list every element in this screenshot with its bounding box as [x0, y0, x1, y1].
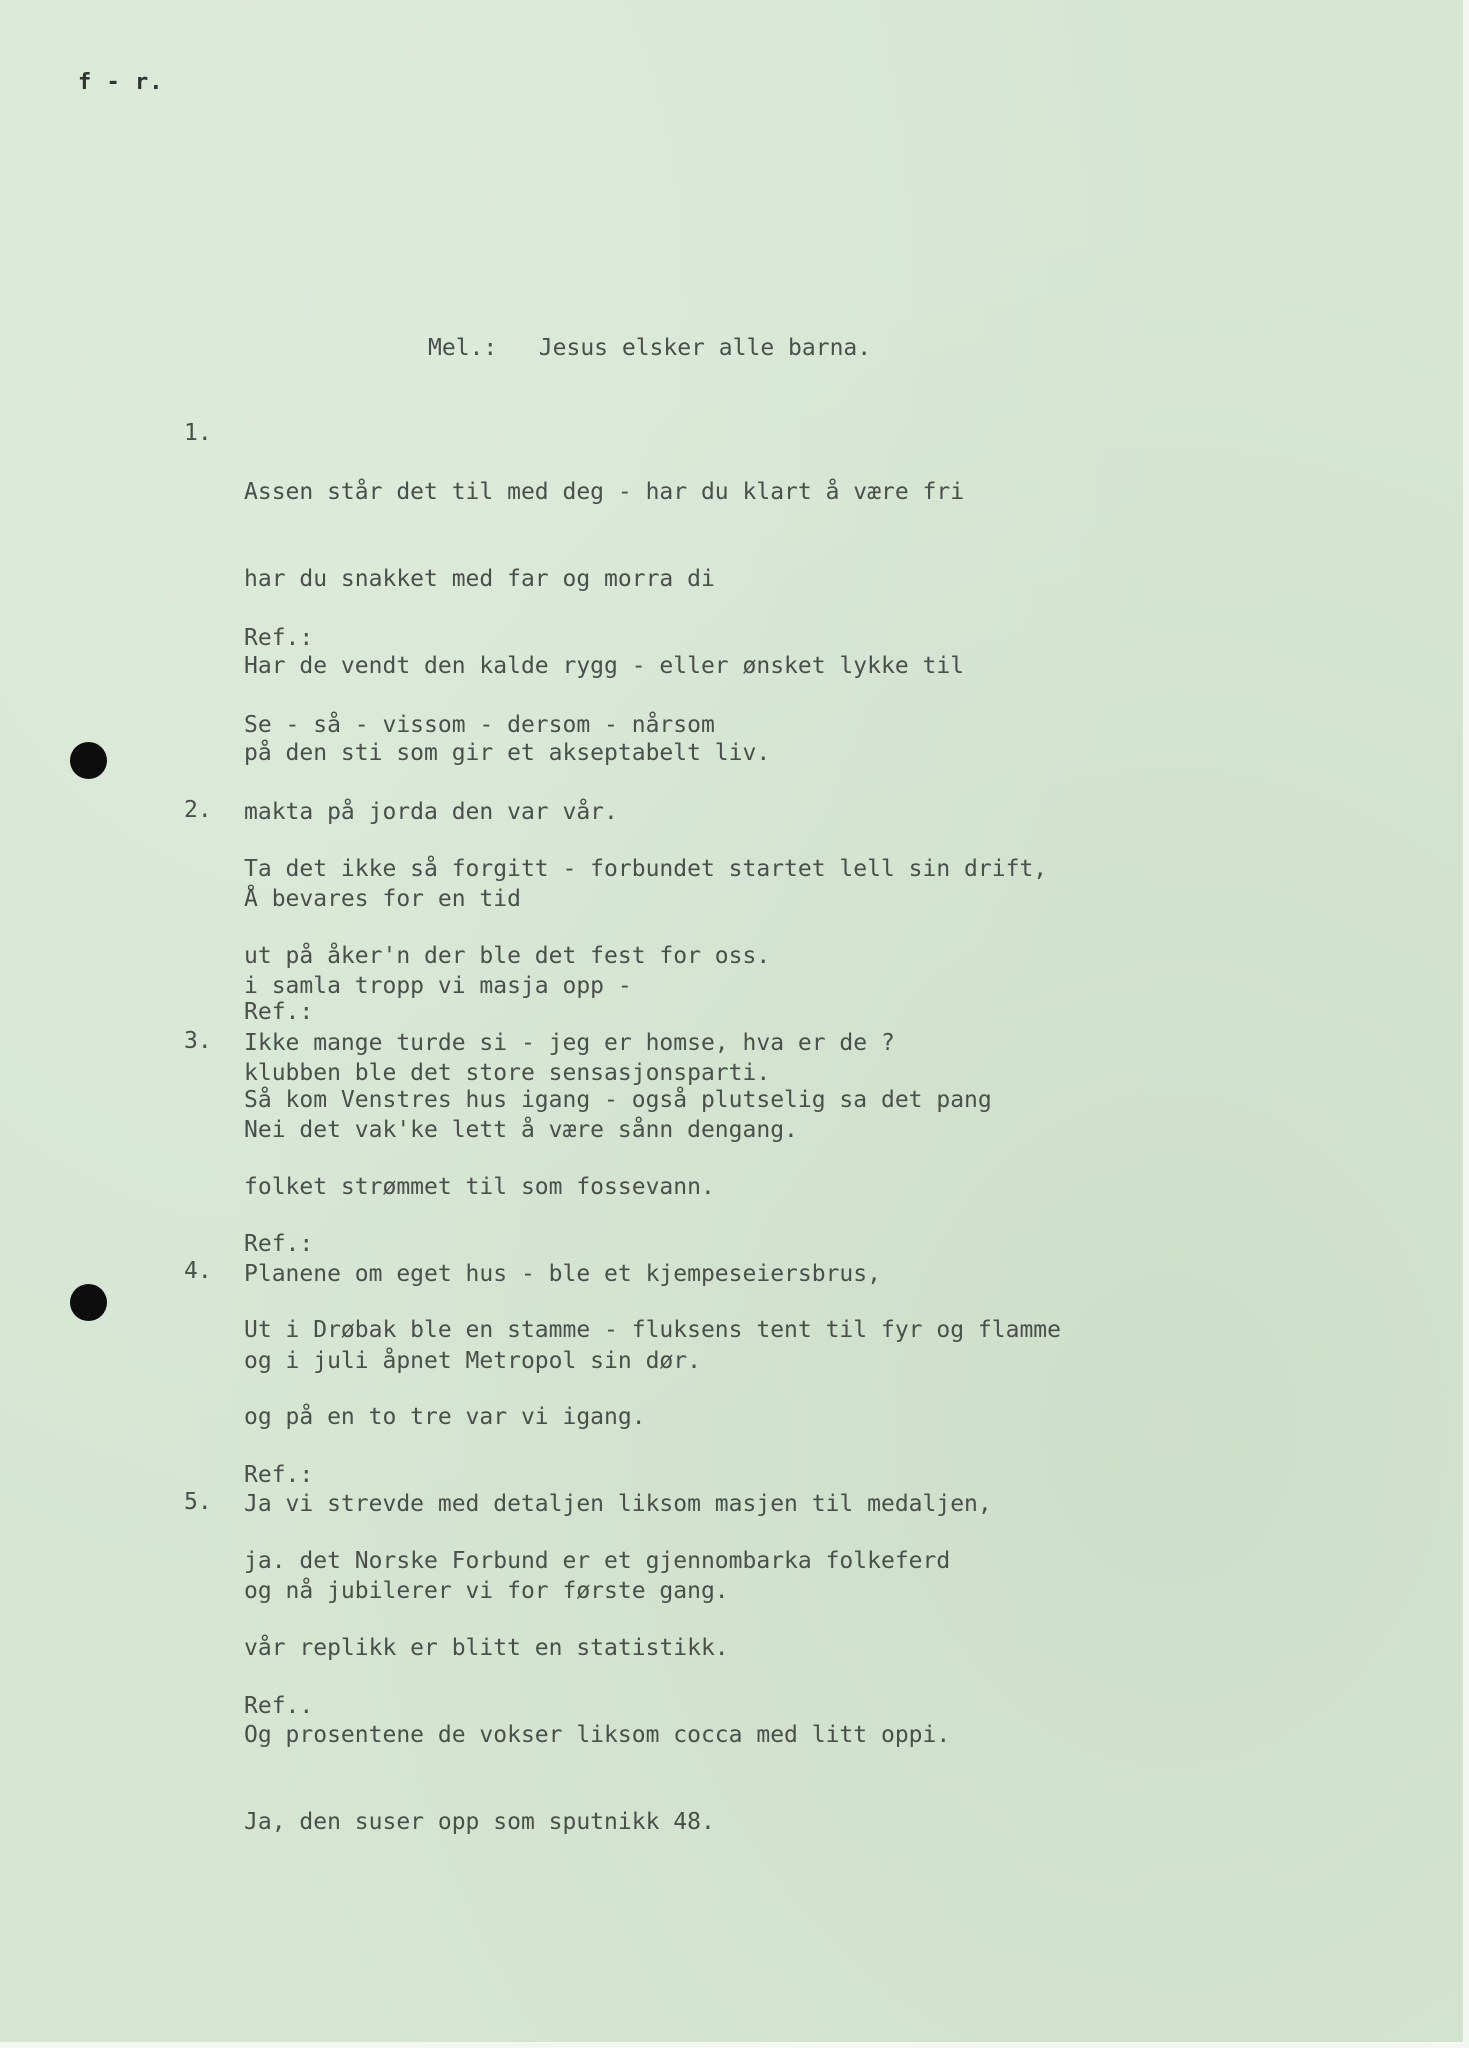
verse-line: og på en to tre var vi igang. — [244, 1404, 646, 1430]
verse-line: og i juli åpnet Metropol sin dør. — [244, 1348, 701, 1374]
refrain-label: Ref.: — [244, 999, 314, 1025]
verse-line: folket strømmet til som fossevann. — [244, 1174, 715, 1200]
verse-line: ut på åker'n der ble det fest for oss. — [244, 943, 771, 969]
refrain-label: Ref.: — [244, 625, 314, 651]
verse-line: Assen står det til med deg - har du klart å være fri — [244, 479, 965, 505]
verse-line: Har de vendt den kalde rygg - eller ønsket lykke til — [244, 653, 965, 679]
verse-line: på den sti som gir et akseptabelt liv. — [244, 740, 771, 766]
melody-line: Mel.: Jesus elsker alle barna. — [428, 335, 872, 361]
refrain-label: Ref.: — [244, 1462, 314, 1488]
refrain-line: makta på jorda den var vår. — [244, 799, 618, 825]
verse-line: Ikke mange turde si - jeg er homse, hva er de ? — [244, 1030, 895, 1056]
refrain-line: klubben ble det store sensasjonsparti. — [244, 1060, 771, 1086]
refrain-label: Ref.: — [244, 1231, 314, 1257]
verse-line: ja. det Norske Forbund er et gjennombarka folkeferd — [244, 1548, 951, 1574]
corner-mark: f - r. — [78, 70, 164, 95]
punch-hole — [70, 1284, 107, 1321]
verse-line: Så kom Venstres hus igang - også plutselig sa det pang — [244, 1087, 992, 1113]
verse-number: 3. — [184, 1028, 212, 1054]
verse-line: Ut i Drøbak ble en stamme - fluksens tent til fyr og flamme — [244, 1317, 1061, 1343]
verse-line: Nei det vak'ke lett å være sånn dengang. — [244, 1117, 798, 1143]
verse-number: 1. — [184, 420, 212, 446]
verse-line: Ta det ikke så forgitt - forbundet startet lell sin drift, — [244, 856, 1048, 882]
verse-number: 4. — [184, 1258, 212, 1284]
verse-line: Og prosentene de vokser liksom cocca med litt oppi. — [244, 1722, 951, 1748]
verse-line: og nå jubilerer vi for første gang. — [244, 1578, 729, 1604]
verse-number: 2. — [184, 797, 212, 823]
refrain-line: Å bevares for en tid — [244, 886, 521, 912]
verse-line: Ja vi strevde med detaljen liksom masjen til medaljen, — [244, 1491, 992, 1517]
verse-line: Planene om eget hus - ble et kjempeseiersbrus, — [244, 1261, 881, 1287]
refrain-line: Se - så - vissom - dersom - nårsom — [244, 712, 715, 738]
verse-line: har du snakket med far og morra di — [244, 566, 715, 592]
refrain-line: i samla tropp vi masja opp - — [244, 973, 632, 999]
refrain-label: Ref.. — [244, 1693, 314, 1719]
verse-line: Ja, den suser opp som sputnikk 48. — [244, 1809, 715, 1835]
verse-5 — [244, 1489, 950, 1895]
refrain-5 — [244, 1634, 313, 1779]
punch-hole — [70, 742, 107, 779]
verse-line: vår replikk er blitt en statistikk. — [244, 1635, 729, 1661]
verse-number: 5. — [184, 1489, 212, 1515]
